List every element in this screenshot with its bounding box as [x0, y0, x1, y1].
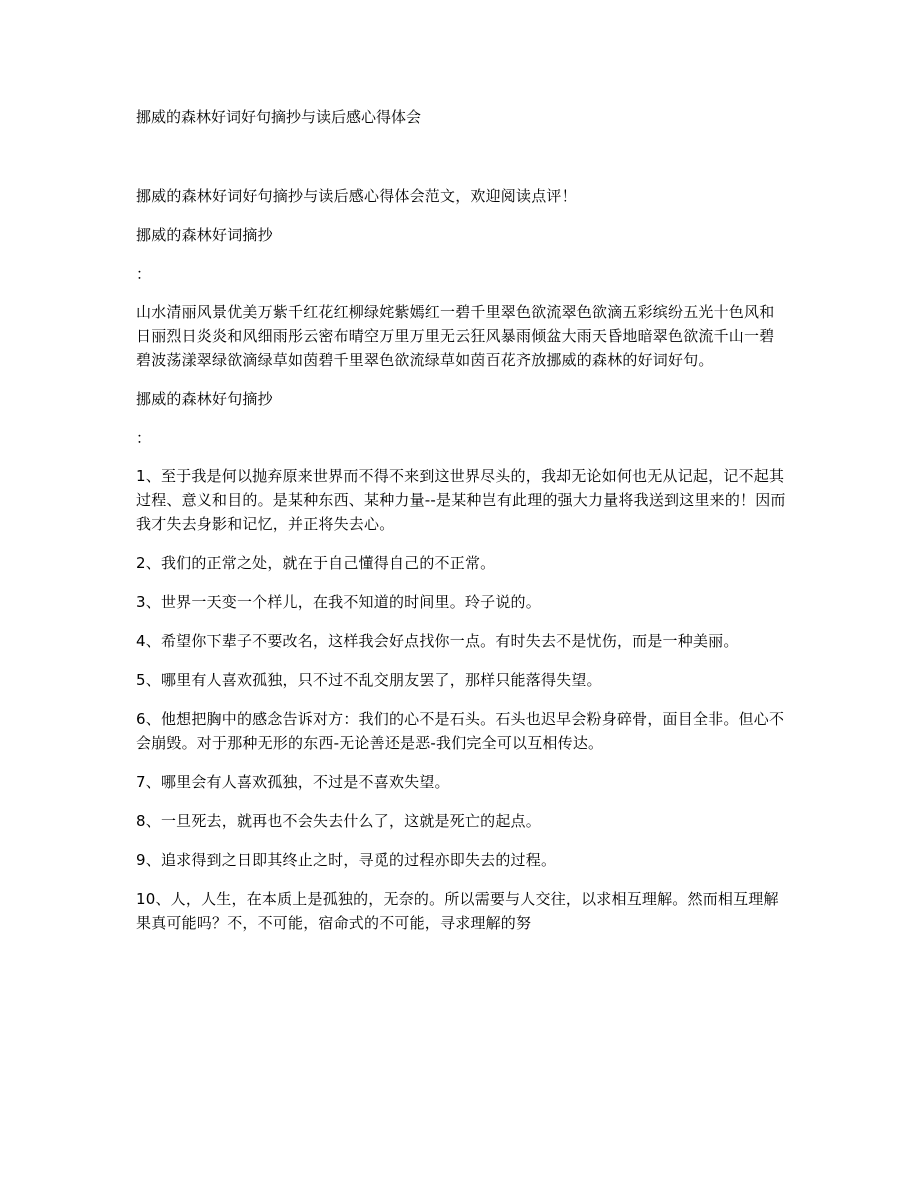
document-body [136, 184, 786, 950]
sentences-section-colon: ： [136, 429, 152, 447]
sentence-item: 7、哪里会有人喜欢孤独，不过是不喜欢失望。 [136, 773, 450, 791]
sentences-section-heading: 挪威的森林好句摘抄 [136, 390, 273, 408]
intro-paragraph: 挪威的森林好词好句摘抄与读后感心得体会范文，欢迎阅读点评！ [136, 187, 577, 205]
sentence-item: 3、世界一天变一个样儿，在我不知道的时间里。玲子说的。 [136, 593, 541, 611]
sentence-item: 1、至于我是何以抛弃原来世界而不得不来到这世界尽头的，我却无论如何也无从记起，记不起其过程、意义和目的。是某种东西、某种力量--是某种岂有此理的强大力量将我送到这里来的！因而我才失去身影和记忆，并正将失去心。 [136, 467, 786, 533]
words-paragraph: 山水清丽风景优美万紫千红花红柳绿姹紫嫣红一碧千里翠色欲流翠色欲滴五彩缤纷五光十色风和日丽烈日炎炎和风细雨彤云密布晴空万里万里无云狂风暴雨倾盆大雨天昏地暗翠色欲流千山一碧碧波荡漾翠绿欲滴绿草如茵碧千里翠色欲流绿草如茵百花齐放挪威的森林的好词好句。 [136, 303, 775, 369]
sentence-item: 4、希望你下辈子不要改名，这样我会好点找你一点。有时失去不是忧伤，而是一种美丽。 [136, 632, 739, 650]
sentence-item: 10、人，人生，在本质上是孤独的，无奈的。所以需要与人交往，以求相互理解。然而相互理解果真可能吗？不，不可能，宿命式的不可能，寻求理解的努 [136, 890, 779, 932]
sentence-item: 6、他想把胸中的感念告诉对方：我们的心不是石头。石头也迟早会粉身碎骨，面目全非。但心不会崩毁。对于那种无形的东西-无论善还是恶-我们完全可以互相传达。 [136, 710, 785, 752]
sentence-item: 9、追求得到之日即其终止之时，寻觅的过程亦即失去的过程。 [136, 851, 557, 869]
document-title: 挪威的森林好词好句摘抄与读后感心得体会 [136, 108, 422, 126]
sentence-item: 2、我们的正常之处，就在于自己懂得自己的不正常。 [136, 554, 496, 572]
sentence-item: 5、哪里有人喜欢孤独，只不过不乱交朋友罢了，那样只能落得失望。 [136, 671, 602, 689]
sentence-item: 8、一旦死去，就再也不会失去什么了，这就是死亡的起点。 [136, 812, 541, 830]
words-section-colon: ： [136, 265, 152, 283]
words-section-heading: 挪威的森林好词摘抄 [136, 226, 273, 244]
